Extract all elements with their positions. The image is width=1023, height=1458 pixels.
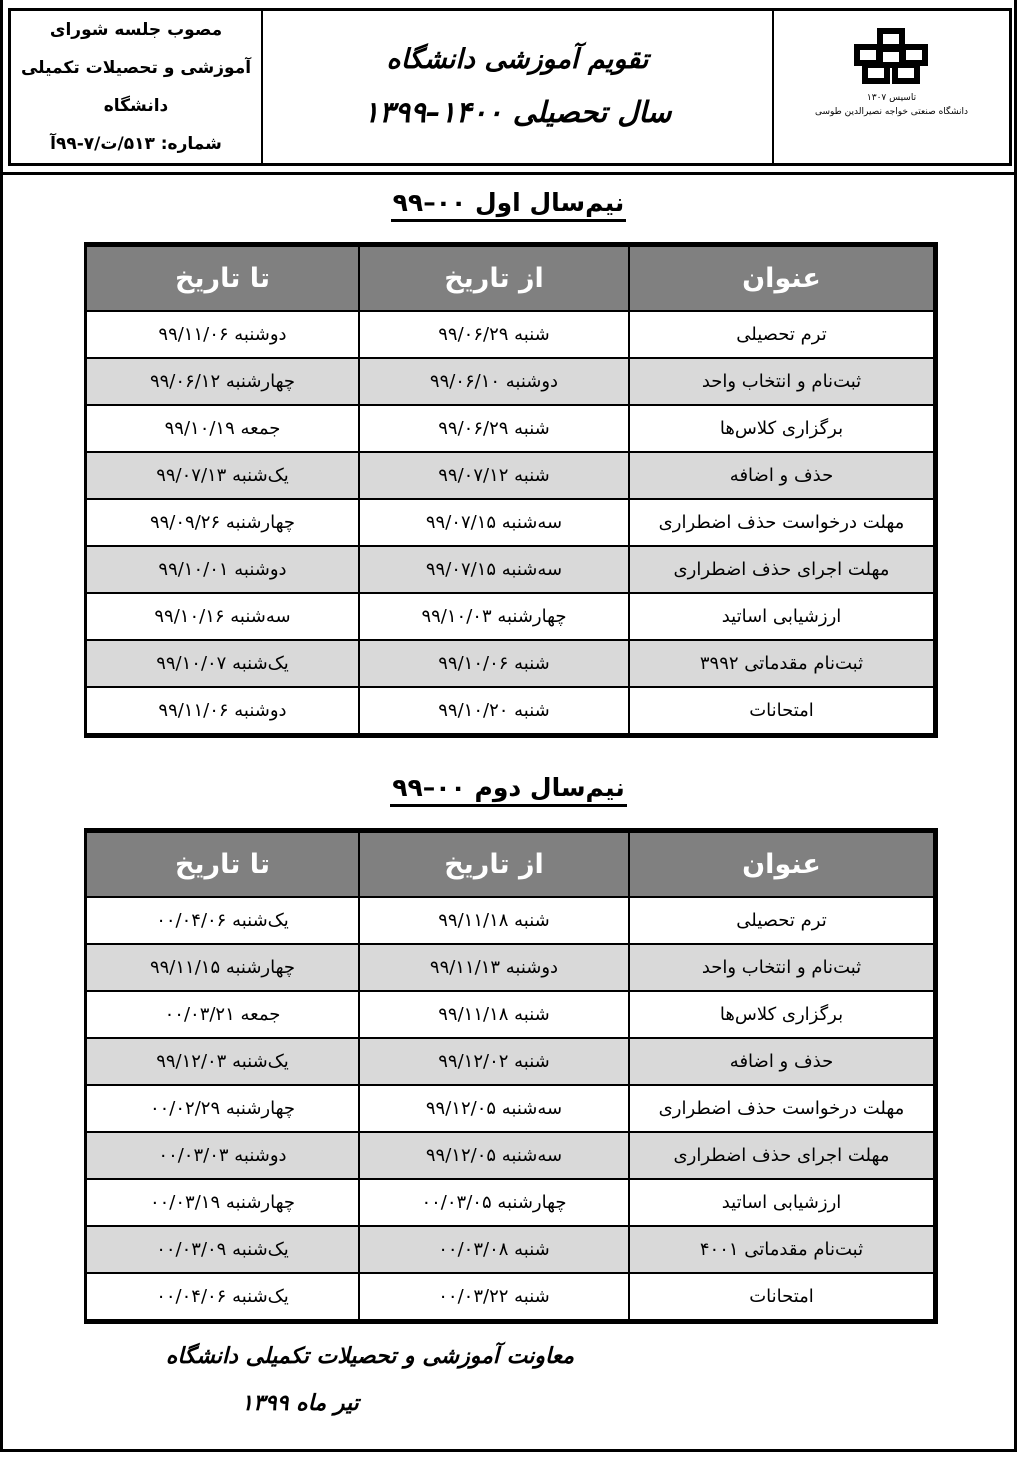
column-header-to: تا تاریخ bbox=[86, 246, 359, 311]
row-from-cell: چهارشنبه ۰۰/۰۳/۰۵ bbox=[359, 1179, 629, 1226]
row-from-cell: شنبه ۰۰/۰۳/۲۲ bbox=[359, 1273, 629, 1320]
row-to-cell: یک‌شنبه ۰۰/۰۴/۰۶ bbox=[86, 1273, 359, 1320]
row-title-cell: ثبت‌نام مقدماتی ۳۹۹۲ bbox=[629, 640, 934, 687]
row-to-cell: یک‌شنبه ۹۹/۱۲/۰۳ bbox=[86, 1038, 359, 1085]
row-to-cell: یک‌شنبه ۰۰/۰۴/۰۶ bbox=[86, 897, 359, 944]
row-from-cell: شنبه ۹۹/۱۰/۲۰ bbox=[359, 687, 629, 734]
row-to-cell: چهارشنبه ۰۰/۰۳/۱۹ bbox=[86, 1179, 359, 1226]
row-from-cell: شنبه ۹۹/۱۱/۱۸ bbox=[359, 897, 629, 944]
row-from-cell: شنبه ۰۰/۰۳/۰۸ bbox=[359, 1226, 629, 1273]
row-title-cell: امتحانات bbox=[629, 1273, 934, 1320]
row-to-cell: دوشنبه ۹۹/۱۰/۰۱ bbox=[86, 546, 359, 593]
table-row bbox=[86, 546, 934, 593]
row-title-cell: مهلت درخواست حذف اضطراری bbox=[629, 1085, 934, 1132]
footer-office: معاونت آموزشی و تحصیلات تکمیلی دانشگاه bbox=[165, 1344, 575, 1369]
row-to-cell: جمعه ۰۰/۰۳/۲۱ bbox=[86, 991, 359, 1038]
table-row bbox=[86, 452, 934, 499]
row-title-cell: ثبت‌نام مقدماتی ۴۰۰۱ bbox=[629, 1226, 934, 1273]
row-to-cell: دوشنبه ۹۹/۱۱/۰۶ bbox=[86, 311, 359, 358]
column-header-from: از تاریخ bbox=[359, 246, 629, 311]
row-to-cell: چهارشنبه ۹۹/۰۶/۱۲ bbox=[86, 358, 359, 405]
document-header bbox=[8, 8, 1012, 166]
table-row bbox=[86, 1226, 934, 1273]
logo-founded: تاسیس ۱۳۰۷ bbox=[866, 93, 917, 103]
university-logo-icon bbox=[849, 27, 935, 89]
row-from-cell: شنبه ۹۹/۱۱/۱۸ bbox=[359, 991, 629, 1038]
approval-number: شماره: ۵۱۳/ت/۷-۹۹آ bbox=[50, 134, 222, 154]
semester1-title: نیم‌سال اول ۰۰–۹۹ bbox=[391, 188, 627, 222]
row-from-cell: سه‌شنبه ۹۹/۱۲/۰۵ bbox=[359, 1085, 629, 1132]
row-to-cell: چهارشنبه ۰۰/۰۲/۲۹ bbox=[86, 1085, 359, 1132]
approval-line-2: آموزشی و تحصیلات تکمیلی bbox=[20, 58, 252, 78]
row-to-cell: سه‌شنبه ۹۹/۱۰/۱۶ bbox=[86, 593, 359, 640]
table-header-row bbox=[86, 832, 934, 897]
row-from-cell: دوشنبه ۹۹/۰۶/۱۰ bbox=[359, 358, 629, 405]
university-logo-block bbox=[772, 11, 1009, 163]
table-row bbox=[86, 991, 934, 1038]
row-title-cell: امتحانات bbox=[629, 687, 934, 734]
row-to-cell: جمعه ۹۹/۱۰/۱۹ bbox=[86, 405, 359, 452]
table-row bbox=[86, 1038, 934, 1085]
row-title-cell: ترم تحصیلی bbox=[629, 897, 934, 944]
row-to-cell: یک‌شنبه ۹۹/۰۷/۱۳ bbox=[86, 452, 359, 499]
table-row bbox=[86, 499, 934, 546]
table-row bbox=[86, 593, 934, 640]
row-to-cell: یک‌شنبه ۹۹/۱۰/۰۷ bbox=[86, 640, 359, 687]
row-title-cell: حذف و اضافه bbox=[629, 452, 934, 499]
row-from-cell: شنبه ۹۹/۱۲/۰۲ bbox=[359, 1038, 629, 1085]
semester1-table bbox=[84, 242, 938, 738]
document-title: تقویم آموزشی دانشگاه bbox=[386, 44, 649, 75]
row-title-cell: مهلت اجرای حذف اضطراری bbox=[629, 546, 934, 593]
table-row bbox=[86, 405, 934, 452]
semester1-title-wrap bbox=[0, 188, 1017, 217]
row-title-cell: ثبت‌نام و انتخاب واحد bbox=[629, 944, 934, 991]
header-divider bbox=[0, 172, 1017, 175]
semester2-table bbox=[84, 828, 938, 1324]
row-title-cell: برگزاری کلاس‌ها bbox=[629, 405, 934, 452]
row-from-cell: شنبه ۹۹/۰۶/۲۹ bbox=[359, 405, 629, 452]
semester2-title-wrap bbox=[0, 773, 1017, 802]
row-to-cell: چهارشنبه ۹۹/۱۱/۱۵ bbox=[86, 944, 359, 991]
table-row bbox=[86, 1179, 934, 1226]
table-row bbox=[86, 1273, 934, 1320]
row-from-cell: سه‌شنبه ۹۹/۰۷/۱۵ bbox=[359, 499, 629, 546]
row-title-cell: حذف و اضافه bbox=[629, 1038, 934, 1085]
row-title-cell: ارزشیابی اساتید bbox=[629, 593, 934, 640]
academic-year: سال تحصیلی ۱۴۰۰–۱۳۹۹ bbox=[363, 95, 672, 129]
table-row bbox=[86, 358, 934, 405]
row-from-cell: شنبه ۹۹/۰۶/۲۹ bbox=[359, 311, 629, 358]
column-header-from: از تاریخ bbox=[359, 832, 629, 897]
column-header-title: عنوان bbox=[629, 246, 934, 311]
footer-date: تیر ماه ۱۳۹۹ bbox=[241, 1391, 359, 1416]
approval-block bbox=[11, 11, 261, 163]
row-title-cell: ثبت‌نام و انتخاب واحد bbox=[629, 358, 934, 405]
row-from-cell: سه‌شنبه ۹۹/۰۷/۱۵ bbox=[359, 546, 629, 593]
row-title-cell: ترم تحصیلی bbox=[629, 311, 934, 358]
row-from-cell: چهارشنبه ۹۹/۱۰/۰۳ bbox=[359, 593, 629, 640]
logo-university-name: دانشگاه صنعتی خواجه نصیرالدین طوسی bbox=[814, 107, 969, 117]
table-row bbox=[86, 311, 934, 358]
column-header-title: عنوان bbox=[629, 832, 934, 897]
row-to-cell: دوشنبه ۰۰/۰۳/۰۳ bbox=[86, 1132, 359, 1179]
row-from-cell: سه‌شنبه ۹۹/۱۲/۰۵ bbox=[359, 1132, 629, 1179]
table-row bbox=[86, 944, 934, 991]
row-to-cell: یک‌شنبه ۰۰/۰۳/۰۹ bbox=[86, 1226, 359, 1273]
table-row bbox=[86, 1132, 934, 1179]
table-row bbox=[86, 897, 934, 944]
table-header-row bbox=[86, 246, 934, 311]
row-from-cell: شنبه ۹۹/۱۰/۰۶ bbox=[359, 640, 629, 687]
row-to-cell: دوشنبه ۹۹/۱۱/۰۶ bbox=[86, 687, 359, 734]
semester2-table-body bbox=[86, 897, 934, 1320]
row-title-cell: ارزشیابی اساتید bbox=[629, 1179, 934, 1226]
approval-line-3: دانشگاه bbox=[103, 96, 169, 116]
table-row bbox=[86, 640, 934, 687]
approval-line-1: مصوب جلسه شورای bbox=[49, 20, 223, 40]
table-row bbox=[86, 1085, 934, 1132]
row-title-cell: مهلت درخواست حذف اضطراری bbox=[629, 499, 934, 546]
row-from-cell: شنبه ۹۹/۰۷/۱۲ bbox=[359, 452, 629, 499]
column-header-to: تا تاریخ bbox=[86, 832, 359, 897]
row-from-cell: دوشنبه ۹۹/۱۱/۱۳ bbox=[359, 944, 629, 991]
row-title-cell: برگزاری کلاس‌ها bbox=[629, 991, 934, 1038]
semester1-table-body bbox=[86, 311, 934, 734]
row-to-cell: چهارشنبه ۹۹/۰۹/۲۶ bbox=[86, 499, 359, 546]
table-row bbox=[86, 687, 934, 734]
semester2-title: نیم‌سال دوم ۰۰–۹۹ bbox=[390, 773, 627, 807]
title-block bbox=[261, 11, 772, 163]
row-title-cell: مهلت اجرای حذف اضطراری bbox=[629, 1132, 934, 1179]
